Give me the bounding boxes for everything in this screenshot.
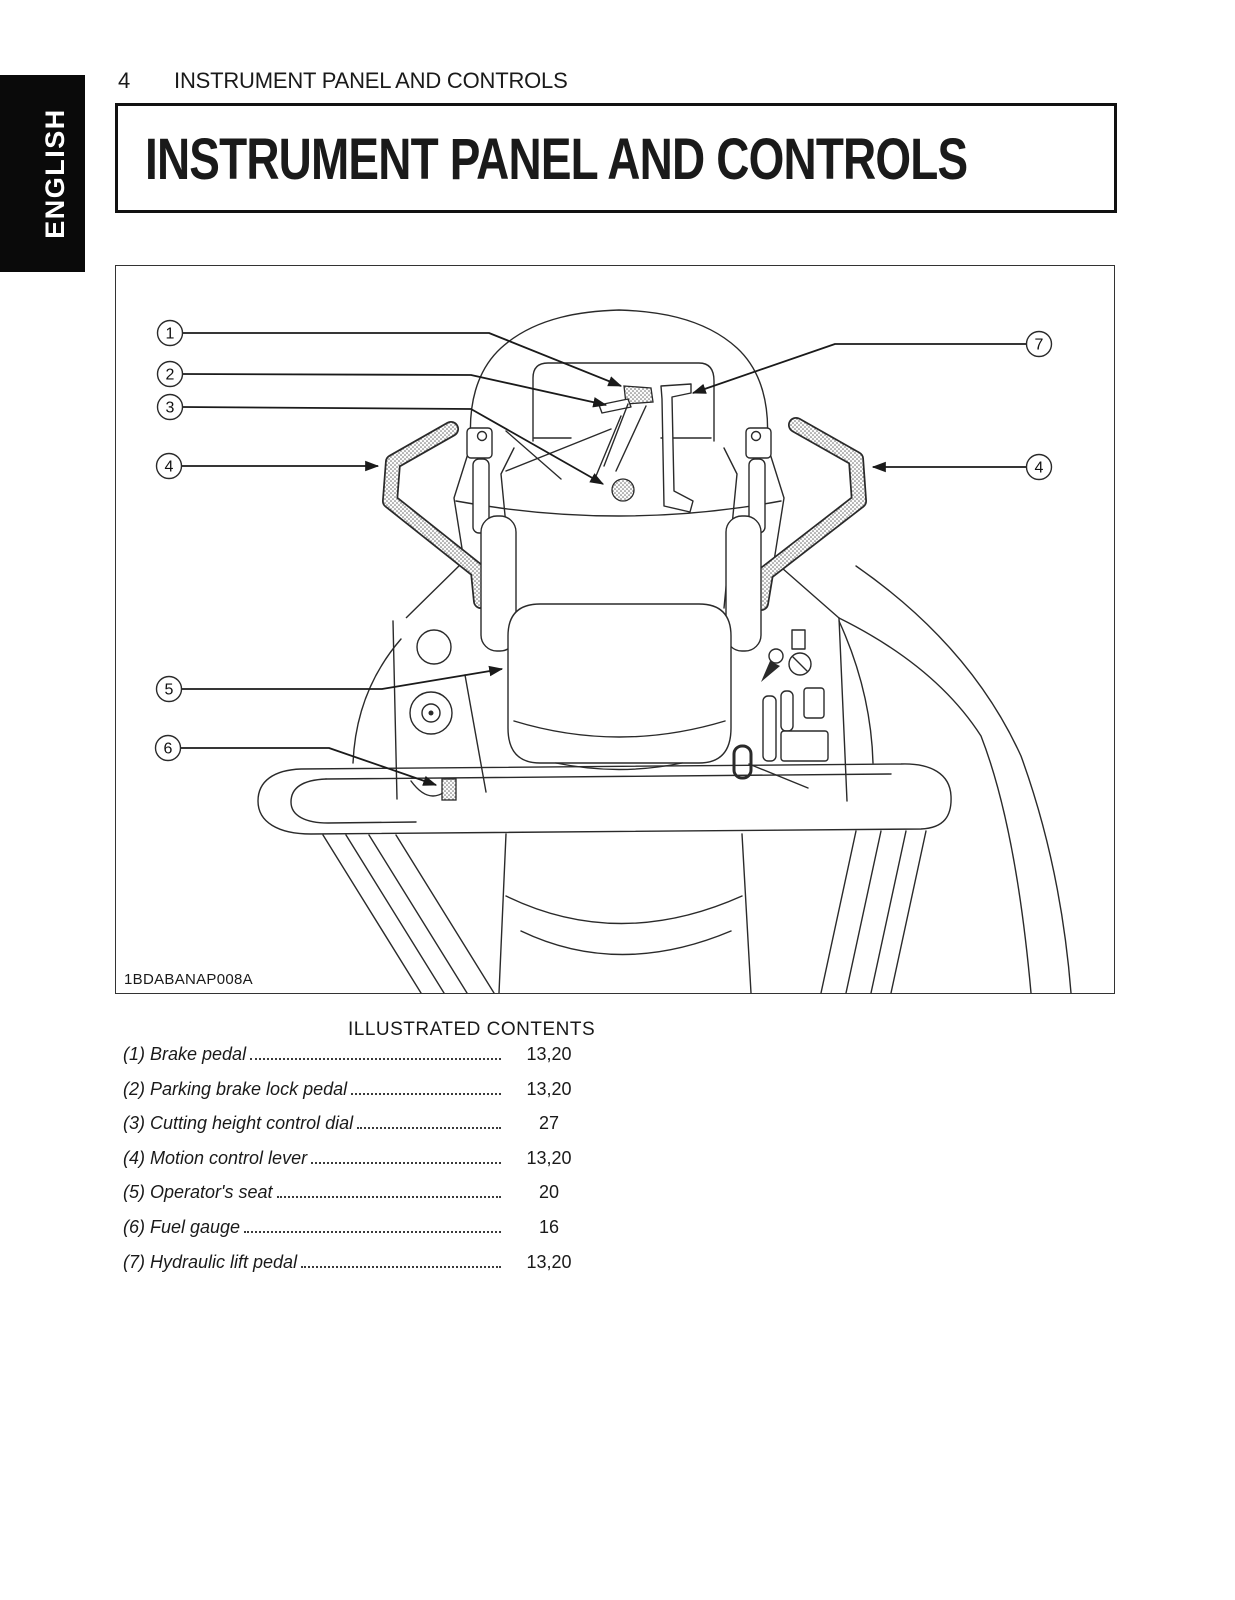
running-header	[118, 68, 568, 94]
dot-leader	[351, 1093, 501, 1095]
fuel-gauge	[442, 779, 456, 800]
figure-box	[115, 265, 1115, 994]
svg-text:4: 4	[1034, 459, 1044, 477]
item-pages: 27	[538, 1113, 560, 1134]
right-bracket-hole	[752, 432, 761, 441]
language-tab	[0, 75, 85, 272]
callout-3	[158, 395, 183, 420]
item-label: (6) Fuel gauge	[123, 1216, 241, 1237]
item-pages: 13,20	[526, 1078, 572, 1099]
svg-text:6: 6	[163, 740, 173, 758]
list-item	[123, 1113, 585, 1148]
dot-leader	[250, 1058, 501, 1060]
list-item	[123, 1044, 585, 1079]
deck-left-supports	[323, 835, 494, 993]
item-label: (2) Parking brake lock pedal	[123, 1078, 348, 1099]
dot-leader	[277, 1196, 502, 1198]
item-label: (1) Brake pedal	[123, 1044, 247, 1064]
mower-top-view-illustration	[116, 266, 1114, 993]
callout-5	[157, 677, 182, 702]
item-pages: 13,20	[526, 1251, 572, 1272]
svg-text:1: 1	[165, 325, 175, 343]
svg-text:4: 4	[164, 458, 174, 476]
callout-7	[1027, 332, 1052, 357]
callout-1	[158, 321, 183, 346]
svg-text:7: 7	[1034, 336, 1044, 354]
svg-text:3: 3	[165, 399, 175, 417]
list-item	[123, 1079, 585, 1114]
rear-frame-rails	[499, 834, 751, 993]
language-tab-label: ENGLISH	[40, 108, 71, 239]
illustrated-contents-list	[123, 1044, 585, 1286]
left-bracket-hole	[478, 432, 487, 441]
callout-4-right	[1027, 455, 1052, 480]
page-number: 4	[118, 68, 131, 93]
list-item	[123, 1252, 585, 1287]
item-pages: 20	[538, 1182, 560, 1203]
item-label: (7) Hydraulic lift pedal	[123, 1251, 298, 1272]
deck-right-supports	[821, 831, 926, 993]
callout-2	[158, 362, 183, 387]
contents-heading: ILLUSTRATED CONTENTS	[348, 1019, 596, 1040]
item-pages: 13,20	[526, 1044, 572, 1064]
dot-leader	[311, 1162, 501, 1164]
operators-seat	[508, 604, 731, 763]
item-label: (5) Operator's seat	[123, 1182, 273, 1203]
list-item	[123, 1217, 585, 1252]
callout-6	[156, 736, 181, 761]
item-pages: 13,20	[526, 1147, 572, 1168]
callout-4-left	[157, 454, 182, 479]
list-item	[123, 1182, 585, 1217]
rear-lower-curve	[521, 931, 731, 955]
rear-bumper-curve	[506, 896, 742, 924]
chapter-title: INSTRUMENT PANEL AND CONTROLS	[145, 125, 968, 191]
figure-code: 1BDABANAP008A	[124, 971, 253, 988]
dot-leader	[301, 1266, 501, 1268]
running-header-title: INSTRUMENT PANEL AND CONTROLS	[174, 68, 568, 93]
cutting-height-control-dial	[612, 479, 634, 501]
leader-5	[182, 669, 502, 689]
item-label: (4) Motion control lever	[123, 1147, 308, 1168]
item-label: (3) Cutting height control dial	[123, 1113, 354, 1134]
list-item	[123, 1148, 585, 1183]
svg-text:2: 2	[165, 366, 175, 384]
item-pages: 16	[538, 1216, 560, 1237]
dot-leader	[244, 1231, 501, 1233]
chapter-title-box	[115, 103, 1117, 213]
svg-text:5: 5	[164, 681, 174, 699]
dot-leader	[357, 1127, 501, 1129]
